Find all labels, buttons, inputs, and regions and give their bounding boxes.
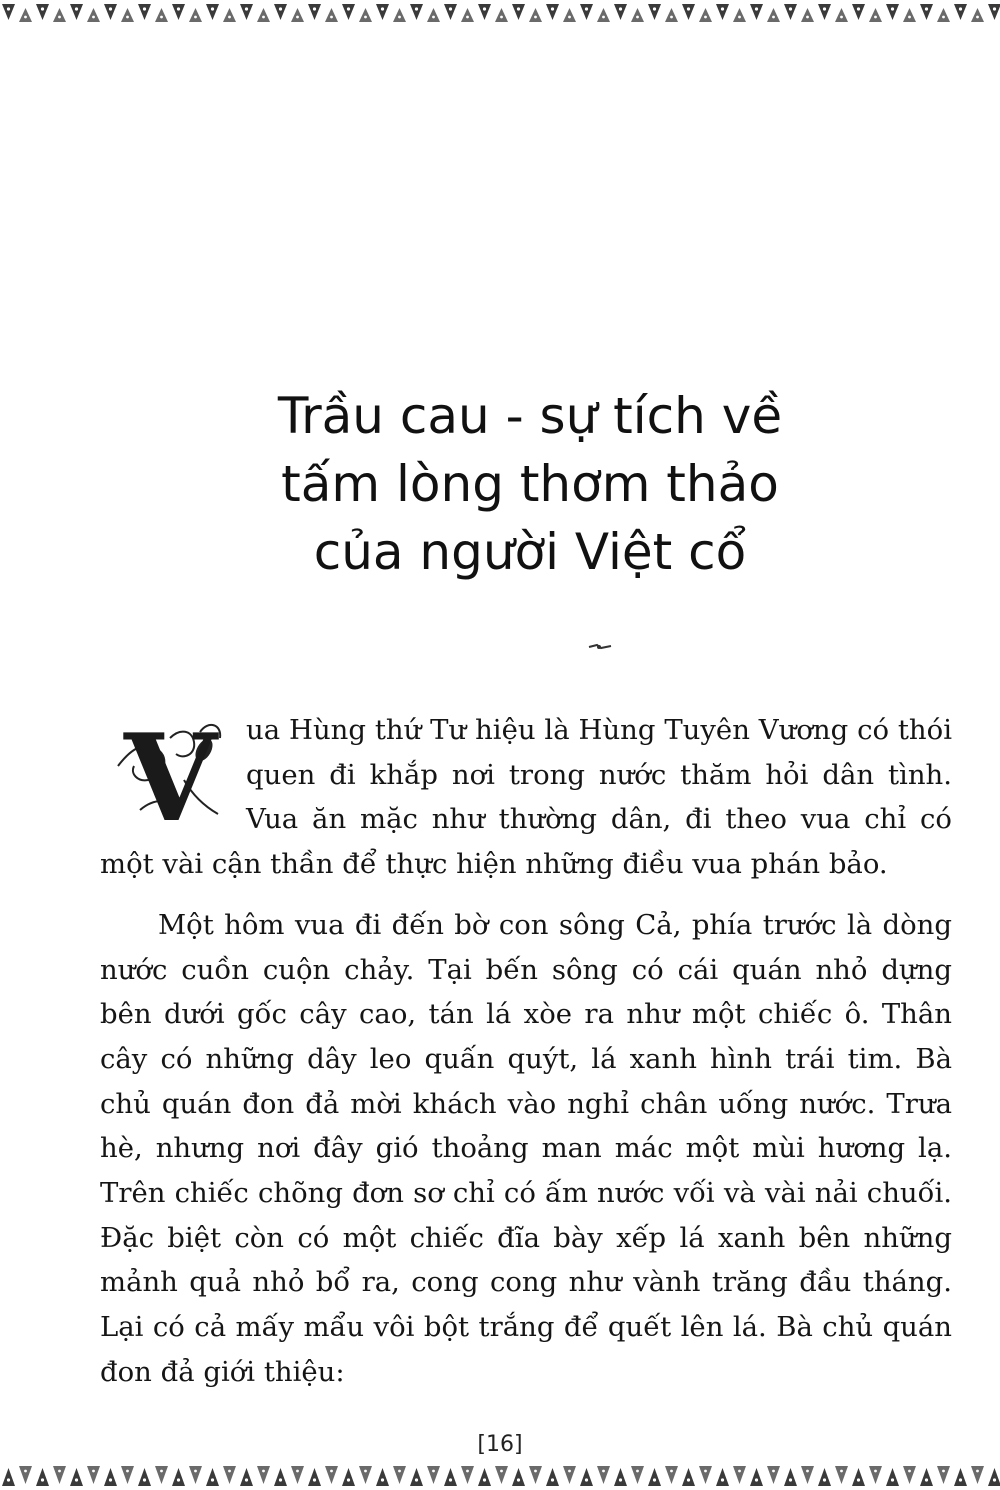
paragraph-2-line-9: mảnh quả nhỏ bổ ra, cong cong như vành trăng đầu tháng.	[100, 1266, 952, 1299]
paragraph-2-line-7: Trên chiếc chõng đơn sơ chỉ có ấm nước vối và vài nải chuối.	[100, 1177, 952, 1210]
dropcap	[100, 710, 240, 834]
top-decorative-border	[0, 0, 1000, 30]
paragraph-2	[100, 903, 952, 1395]
paragraph-2-line-1: Một hôm vua đi đến bờ con sông Cả, phía trước là dòng	[158, 908, 952, 941]
paragraph-2-line-5: chủ quán đon đả mời khách vào nghỉ chân uống nước. Trưa	[100, 1087, 952, 1120]
story-body	[100, 708, 952, 1411]
paragraph-2-line-8: Đặc biệt còn có một chiếc đĩa bày xếp lá xanh bên những	[100, 1221, 952, 1254]
triangle-pattern-bottom	[0, 1460, 1000, 1490]
paragraph-2-line-3: bên dưới gốc cây cao, tán lá xòe ra như một chiếc ô. Thân	[100, 998, 952, 1031]
paragraph-1-line-1: ua Hùng thứ Tư hiệu là Hùng Tuyên Vương có thói	[246, 714, 952, 746]
title-line-1: Trầu cau - sự tích về	[277, 387, 783, 445]
paragraph-1	[100, 708, 952, 887]
ornament-icon	[587, 640, 613, 654]
paragraph-1-line-3: Vua ăn mặc như thường dân, đi theo vua chỉ có	[246, 803, 952, 836]
paragraph-2-line-6: hè, nhưng nơi đây gió thoảng man mác một mùi hương lạ.	[100, 1132, 952, 1165]
dropcap-letter: V	[124, 710, 218, 834]
title-line-3: của người Việt cổ	[313, 523, 747, 581]
paragraph-2-line-10: Lại có cả mấy mẩu vôi bột trắng để quết lên lá. Bà chủ quán	[100, 1311, 952, 1344]
page-number: [16]	[477, 1432, 523, 1457]
bottom-decorative-border	[0, 1460, 1000, 1490]
paragraph-1-line-2: quen đi khắp nơi trong nước thăm hỏi dân tình.	[246, 758, 952, 791]
paragraph-2-line-2: nước cuồn cuộn chảy. Tại bến sông có cái quán nhỏ dựng	[100, 953, 952, 986]
title-line-2: tấm lòng thơm thảo	[281, 455, 779, 513]
paragraph-2-line-11: đon đả giới thiệu:	[100, 1355, 345, 1388]
paragraph-2-line-4: cây có những dây leo quấn quýt, lá xanh hình trái tim. Bà	[100, 1042, 952, 1075]
floral-dropcap-icon	[100, 710, 240, 834]
triangle-pattern-top	[0, 0, 1000, 30]
paragraph-1-line-4: một vài cận thần để thực hiện những điều vua phán bảo.	[100, 848, 888, 881]
story-title	[200, 382, 860, 586]
